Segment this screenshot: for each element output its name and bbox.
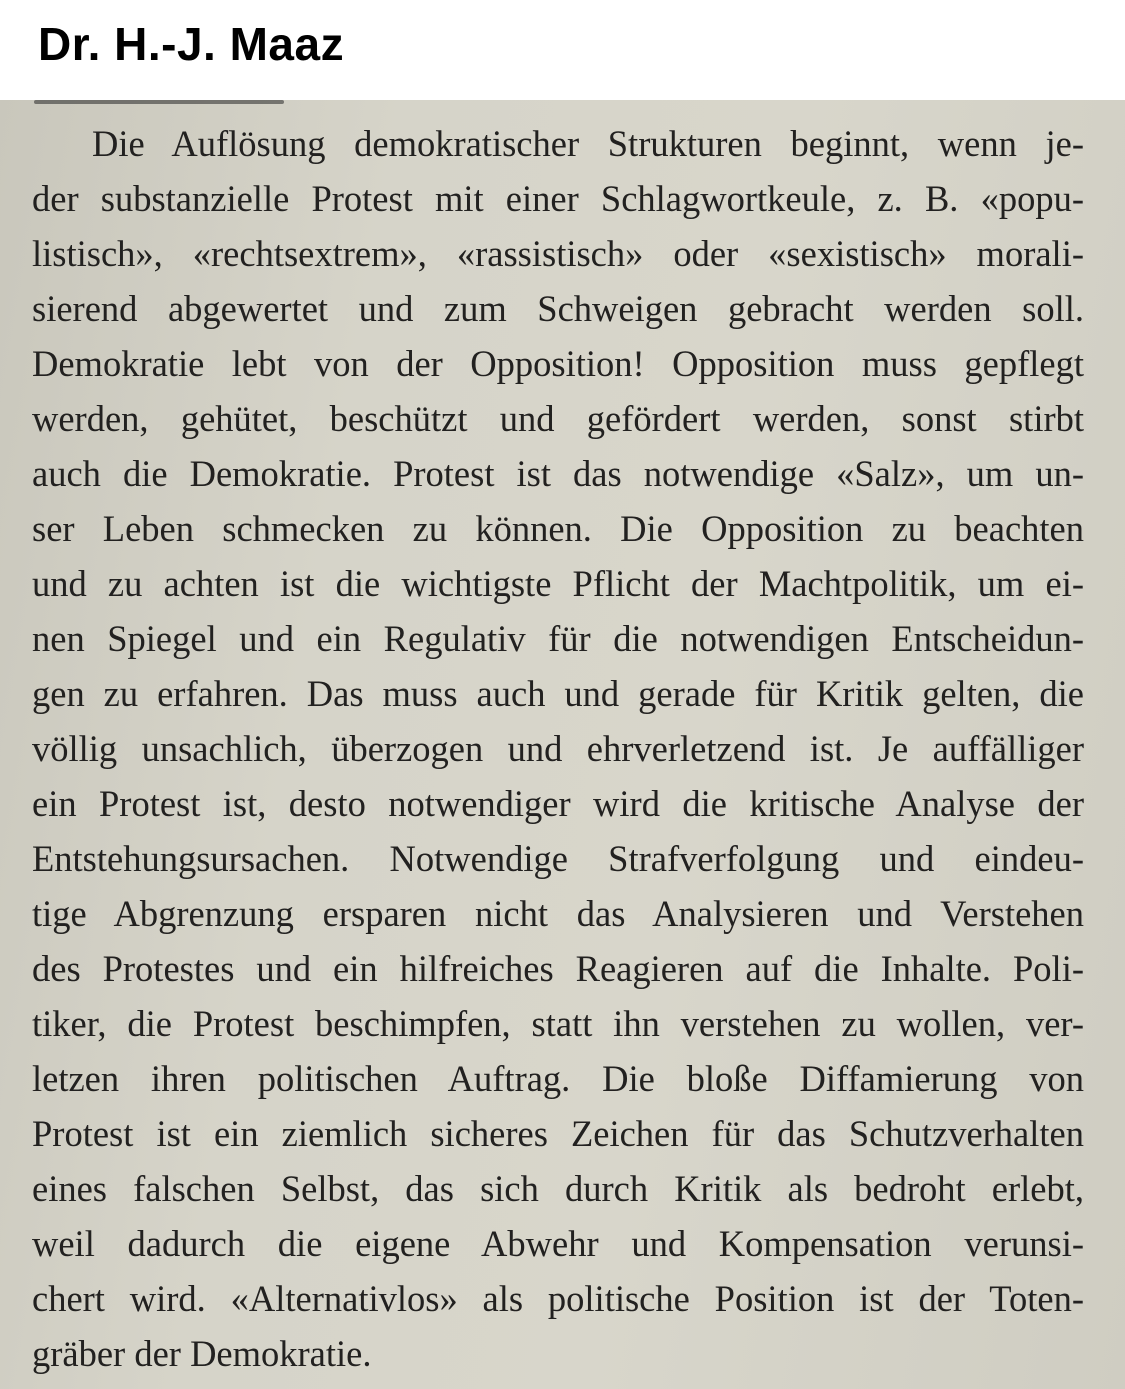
text-line: gräber der Demokratie.: [32, 1333, 372, 1374]
text-line: tige Abgrenzung ersparen nicht das Analysieren und Verstehen: [32, 893, 1084, 934]
author-name: Dr. H.-J. Maaz: [38, 18, 345, 70]
text-line: der substanzielle Protest mit einer Schlagwortkeule, z. B. «popu-: [32, 178, 1084, 219]
text-line: Die Auflösung demokratischer Strukturen beginnt, wenn je-: [92, 123, 1084, 164]
text-line: chert wird. «Alternativlos» als politische Position ist der Toten-: [32, 1278, 1084, 1319]
book-page: [0, 100, 1125, 1389]
text-line: Protest ist ein ziemlich sicheres Zeichen für das Schutzverhalten: [32, 1113, 1084, 1154]
text-line: gen zu erfahren. Das muss auch und gerade für Kritik gelten, die: [32, 673, 1084, 714]
cut-off-previous-line: [34, 100, 284, 104]
text-line: sierend abgewertet und zum Schweigen gebracht werden soll.: [32, 288, 1084, 329]
text-line: ser Leben schmecken zu können. Die Opposition zu beachten: [32, 508, 1084, 549]
text-line: eines falschen Selbst, das sich durch Kritik als bedroht erlebt,: [32, 1168, 1084, 1209]
text-line: listisch», «rechtsextrem», «rassistisch» oder «sexistisch» morali-: [32, 233, 1084, 274]
text-line: und zu achten ist die wichtigste Pflicht der Machtpolitik, um ei-: [32, 563, 1084, 604]
text-line: völlig unsachlich, überzogen und ehrverletzend ist. Je auffälliger: [32, 728, 1084, 769]
text-line: tiker, die Protest beschimpfen, statt ihn verstehen zu wollen, ver-: [32, 1003, 1084, 1044]
text-line: nen Spiegel und ein Regulativ für die notwendigen Entscheidun-: [32, 618, 1084, 659]
text-line: Demokratie lebt von der Opposition! Opposition muss gepflegt: [32, 343, 1084, 384]
text-line: ein Protest ist, desto notwendiger wird die kritische Analyse der: [32, 783, 1084, 824]
text-line: letzen ihren politischen Auftrag. Die bloße Diffamierung von: [32, 1058, 1084, 1099]
text-line: weil dadurch die eigene Abwehr und Kompensation verunsi-: [32, 1223, 1084, 1264]
header-bar: [0, 0, 1125, 100]
text-line: des Protestes und ein hilfreiches Reagieren auf die Inhalte. Poli-: [32, 948, 1084, 989]
text-line: Entstehungsursachen. Notwendige Strafverfolgung und eindeu-: [32, 838, 1084, 879]
text-line: werden, gehütet, beschützt und gefördert werden, sonst stirbt: [32, 398, 1084, 439]
text-line: auch die Demokratie. Protest ist das notwendige «Salz», um un-: [32, 453, 1084, 494]
